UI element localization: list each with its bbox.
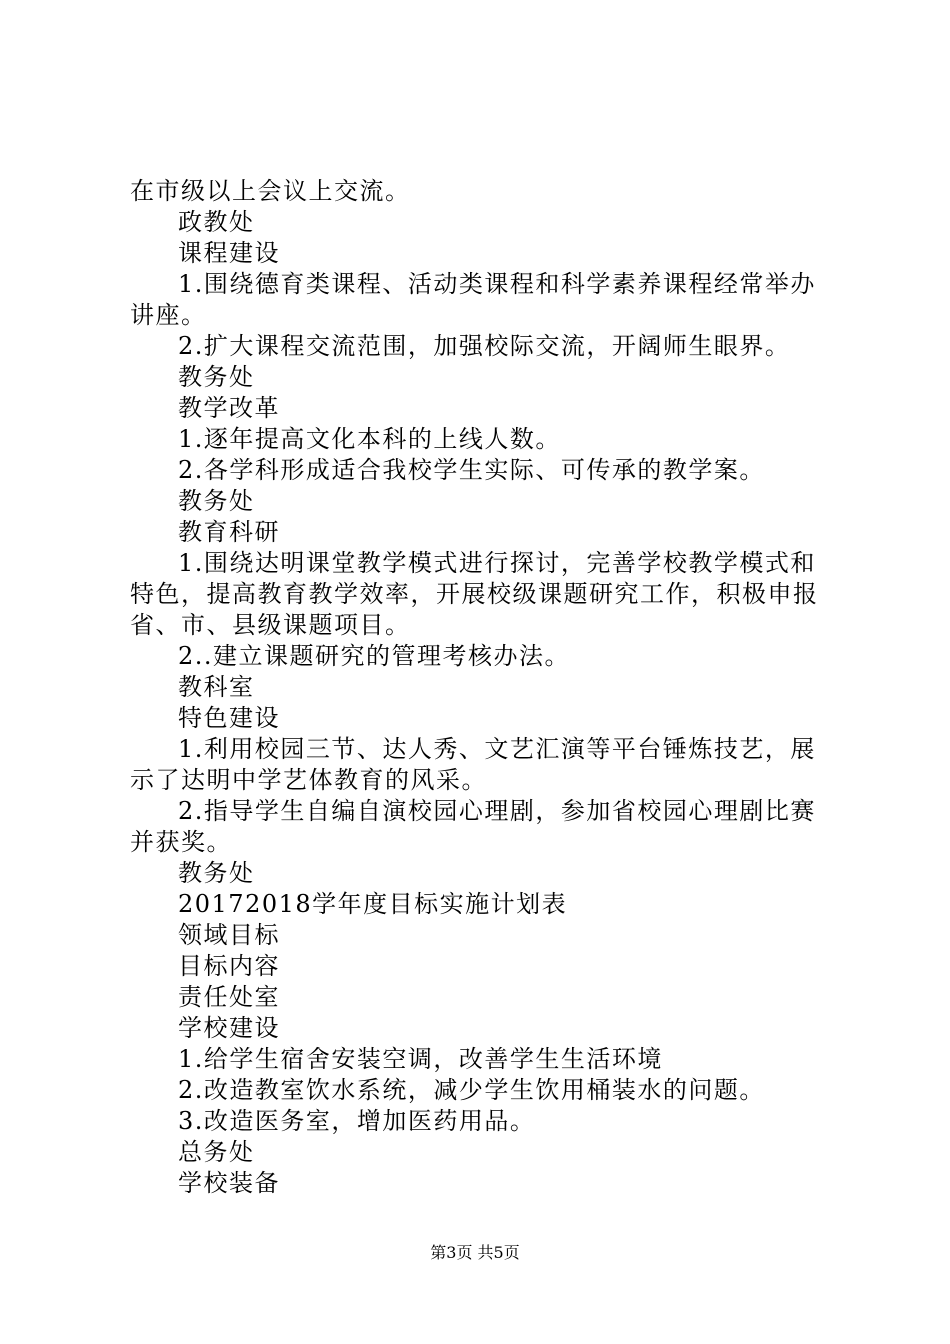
paragraph-line: 2.改造教室饮水系统，减少学生饮用桶装水的问题。 [178,1076,765,1104]
table-title: 20172018学年度目标实施计划表 [178,890,568,918]
department-label: 教务处 [178,859,255,887]
section-heading: 课程建设 [178,239,280,267]
paragraph-line: 讲座。 [130,301,207,329]
table-header-cell: 目标内容 [178,952,280,980]
table-header-cell: 责任处室 [178,983,280,1011]
paragraph-line: 1.围绕德育类课程、活动类课程和科学素养课程经常举办 [178,270,816,298]
section-heading: 学校装备 [178,1169,280,1197]
paragraph-line: 特色，提高教育教学效率，开展校级课题研究工作，积极申报 [130,580,819,608]
paragraph-line: 3.改造医务室，增加医药用品。 [178,1107,536,1135]
department-label: 政教处 [178,208,255,236]
table-header-cell: 领域目标 [178,921,280,949]
paragraph-line: 2.各学科形成适合我校学生实际、可传承的教学案。 [178,456,765,484]
paragraph-line: 省、市、县级课题项目。 [130,611,411,639]
department-label: 教务处 [178,487,255,515]
paragraph-line: 2.扩大课程交流范围，加强校际交流，开阔师生眼界。 [178,332,791,360]
section-heading: 特色建设 [178,704,280,732]
document-body [130,176,830,1199]
section-heading: 教学改革 [178,394,280,422]
paragraph-line: 示了达明中学艺体教育的风采。 [130,766,487,794]
page-footer: 第3页 共5页 [430,1243,520,1262]
paragraph-line: 1.围绕达明课堂教学模式进行探讨，完善学校教学模式和 [178,549,816,577]
paragraph-line: 1.给学生宿舍安装空调，改善学生生活环境 [178,1045,663,1073]
paragraph-line: 在市级以上会议上交流。 [130,177,411,205]
department-label: 教科室 [178,673,255,701]
paragraph-line: 1.逐年提高文化本科的上线人数。 [178,425,561,453]
paragraph-line: 并获奖。 [130,828,232,856]
section-heading: 学校建设 [178,1014,280,1042]
paragraph-line: 2.指导学生自编自演校园心理剧，参加省校园心理剧比赛 [178,797,816,825]
section-heading: 教育科研 [178,518,280,546]
paragraph-line: 2..建立课题研究的管理考核办法。 [178,642,571,670]
department-label: 总务处 [178,1138,255,1166]
department-label: 教务处 [178,363,255,391]
paragraph-line: 1.利用校园三节、达人秀、文艺汇演等平台锤炼技艺，展 [178,735,816,763]
